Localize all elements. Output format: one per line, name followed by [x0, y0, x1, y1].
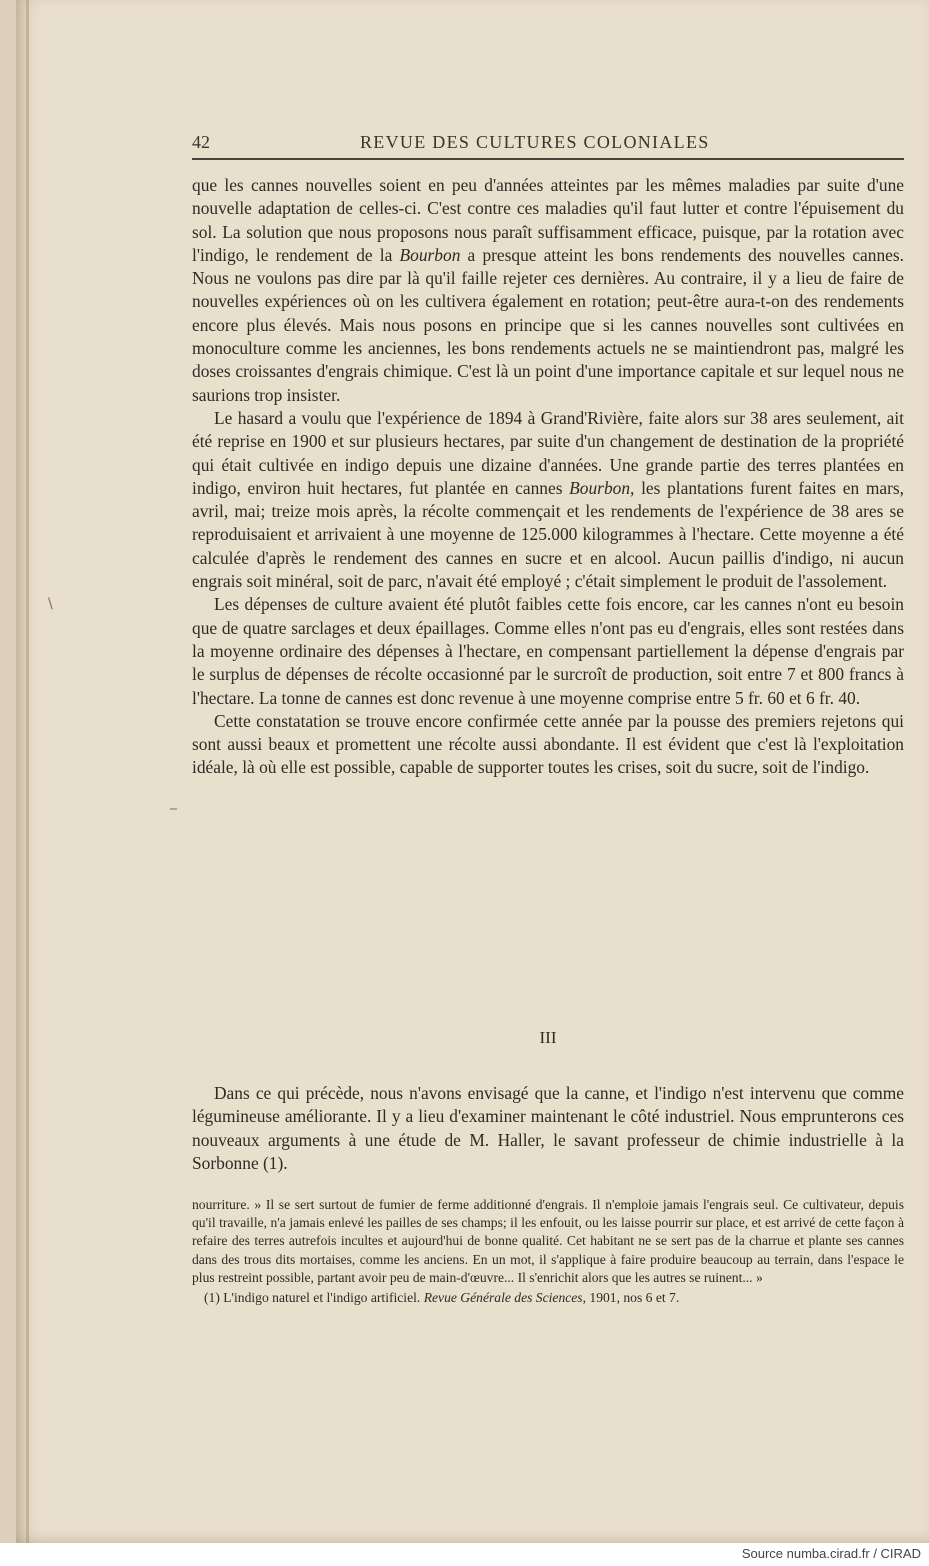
paragraph: Les dépenses de culture avaient été plutôt faibles cette fois encore, car les cannes n'ont eu besoin que de quatre sarclages et deux épaillages. Comme elles n'ont pas eu d'engrais, elles sont restées dans la moyenne ordinaire des dépenses à l'hectare, en compensant partiellement la dépense d'engrais par le surplus de dépenses de récolte occasionné par le surcroît de production, soit entre 7 et 800 francs à l'hectare. La tonne de cannes est donc revenue à une moyenne comprise entre 5 fr. 60 et 6 fr. 40.	[192, 594, 904, 708]
margin-mark: _	[170, 794, 177, 810]
page-header	[192, 132, 904, 156]
section-number: III	[539, 1028, 557, 1047]
running-title: REVUE DES CULTURES COLONIALES	[360, 132, 710, 152]
text-run: les plantations furent faites en mars, avril, mai; treize mois après, la récolte commençait et les rendements de l'expérience de 38 ares se reproduisaient et arrivaient à une moyenne de 125.000 kilogrammes à l'hectare. Cette moyenne a été calculée d'après le rendement des cannes en sucre et en alcool. Aucun paillis d'indigo, ni aucun engrais soit minéral, soit de parc, n'avait été employé ; c'était simplement le produit de l'assolement.	[192, 477, 904, 592]
text-run: que les cannes nouvelles soient en peu d'années atteintes par les mêmes maladies par suite d'une nouvelle adaptation de celles-ci. C'est contre ces maladies qu'il faut lutter et contre l'épuisement du sol. La solution que nous proposons nous paraît suffisamment efficace, puisque, par la rotation avec l'indigo, le rendement de la	[192, 175, 904, 265]
italic-run: Bourbon	[399, 244, 461, 265]
paragraph	[192, 174, 904, 407]
margin-mark: \	[48, 596, 53, 612]
main-text	[192, 174, 904, 780]
text-run: (1) L'indigo naturel et l'indigo artificiel.	[204, 1290, 424, 1306]
footnote-continued: nourriture. » Il se sert surtout de fumier de ferme additionné d'engrais. Il n'emploie jamais l'engrais seul. Ce cultivateur, depuis qu'il travaille, n'a jamais enlevé les pailles de ses champs; il les enfouit, ou les laisse pourrir sur place, et est arrivé de cette façon à refaire des terres autrefois incultes et aujourd'hui de bonne qualité. Cet habitant ne se sert pas de la charrue et plante ses cannes dans des trous dits mortaises, comme les anciens. En un mot, il s'applique à faire produire beaucoup au terrain, dans l'espace le plus restreint possible, partant avoir peu de main-d'œuvre... Il s'enrichit alors que les autres se ruinent... »	[192, 1197, 904, 1285]
text-run: Le hasard a voulu que l'expérience de 1894 à Grand'Rivière, faite alors sur 38 ares seulement, ait été reprise en 1900 et sur plusieurs hectares, par suite d'un changement de destination de la propriété qui était cultivée en indigo depuis une dizaine d'années. Une grande partie des terres plantées en indigo, environ huit hectares, fut plantée en cannes	[192, 407, 904, 498]
italic-run: Bourbon,	[569, 477, 635, 498]
footnotes	[192, 1196, 904, 1307]
footnote	[192, 1289, 904, 1307]
source-credit: Source numba.cirad.fr / CIRAD	[741, 1546, 921, 1561]
italic-run: Revue Générale des Sciences	[423, 1290, 583, 1306]
paragraph	[192, 407, 904, 593]
text-run: , 1901, nos 6 et 7.	[582, 1290, 680, 1306]
paragraph: Dans ce qui précède, nous n'avons envisagé que la canne, et l'indigo n'est intervenu que comme légumineuse améliorante. Il y a lieu d'examiner maintenant le côté industriel. Nous emprunterons ces nouveaux arguments à une étude de M. Haller, le savant professeur de chimie industrielle à la Sorbonne (1).	[192, 1083, 904, 1173]
section-text	[192, 1082, 904, 1175]
page-number: 42	[192, 132, 210, 152]
paragraph: Cette constatation se trouve encore confirmée cette année par la pousse des premiers rejetons qui sont aussi beaux et promettent une récolte aussi abondante. Il est évident que c'est là l'exploitation idéale, là où elle est possible, capable de supporter toutes les crises, soit du sucre, soit de l'indigo.	[192, 710, 904, 778]
text-run: a presque atteint les bons rendements des nouvelles cannes. Nous ne voulons pas dire par là qu'il faille rejeter ces dernières. Au contraire, il y a lieu de faire de nouvelles expériences où on les cultivera également en rotation; peut-être aura-t-on des rendements encore plus élevés. Mais nous posons en principe que si les cannes nouvelles sont cultivées en monoculture comme les anciennes, les bons rendements actuels ne se maintiendront pas, malgré les doses croissantes d'engrais chimique. C'est là un point d'une importance capitale et sur lequel nous ne saurions trop insister.	[192, 244, 904, 405]
header-rule	[192, 158, 904, 160]
